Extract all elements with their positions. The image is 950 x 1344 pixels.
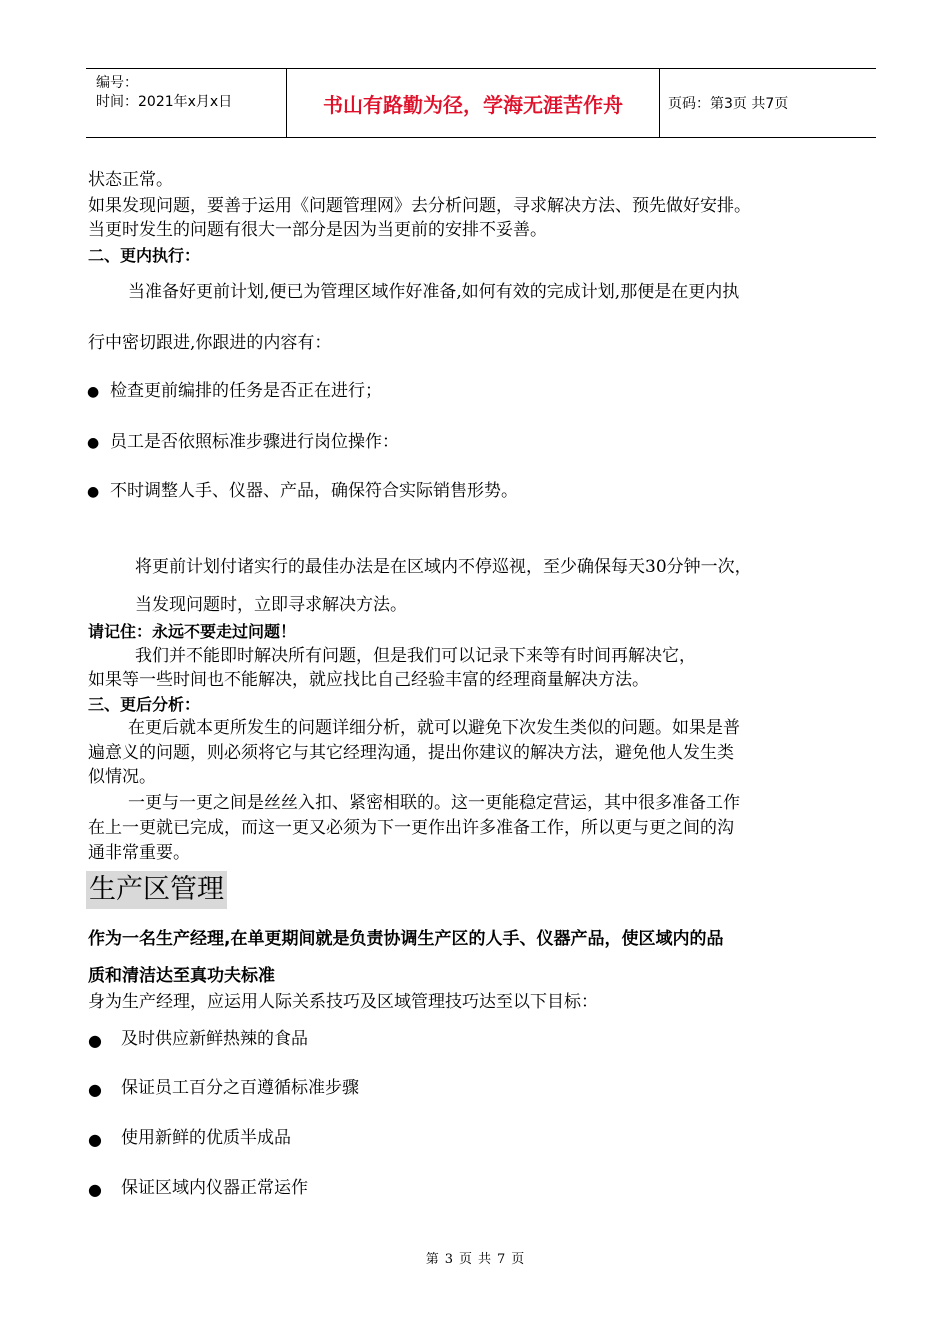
section-heading: 二、更内执行： xyxy=(88,246,201,265)
paragraph-line: 如果等一些时间也不能解决，就应找比自己经验丰富的经理商量解决方法。 xyxy=(88,670,649,690)
bullet-dot-icon: ● xyxy=(87,384,100,400)
paragraph-line: 行中密切跟进,你跟进的内容有： xyxy=(88,333,332,353)
footer-total: 7 xyxy=(497,1252,506,1267)
footer-ye2: 页 xyxy=(511,1252,525,1267)
paragraph-line: 我们并不能即时解决所有问题，但是我们可以记录下来等有时间再解决它， xyxy=(135,646,696,666)
list-item: 保证区域内仪器正常运作 xyxy=(121,1178,308,1198)
bullet-dot-icon: ● xyxy=(87,435,100,451)
header-page-cell xyxy=(660,69,876,137)
header-motto-cell xyxy=(287,69,660,137)
bullet-dot-icon: ● xyxy=(87,484,100,500)
header-motto: 书山有路勤为径，学海无涯苦作舟 xyxy=(323,92,623,117)
bullet-dot-icon: ● xyxy=(88,1031,102,1050)
paragraph-line: 通非常重要。 xyxy=(88,843,190,863)
section-heading: 三、更后分析： xyxy=(88,695,201,714)
paragraph-line: 身为生产经理，应运用人际关系技巧及区域管理技巧达至以下目标： xyxy=(88,992,598,1012)
bullet-dot-icon: ● xyxy=(88,1180,102,1199)
paragraph-line: 在更后就本更所发生的问题详细分析，就可以避免下次发生类似的问题。如果是普 xyxy=(128,718,740,738)
paragraph-line: 似情况。 xyxy=(88,767,156,787)
list-item: 检查更前编排的任务是否正在进行； xyxy=(110,381,382,401)
text-line: 当更时发生的问题有很大一部分是因为当更前的安排不妥善。 xyxy=(88,220,547,240)
bullet-dot-icon: ● xyxy=(88,1080,102,1099)
paragraph-line: 当发现问题时，立即寻求解决方法。 xyxy=(135,595,407,615)
paragraph-line: 将更前计划付诸实行的最佳办法是在区域内不停巡视，至少确保每天30分钟一次， xyxy=(135,557,752,577)
paragraph-line: 遍意义的问题，则必须将它与其它经理沟通，提出你建议的解决方法，避免他人发生类 xyxy=(88,743,734,763)
list-item: 员工是否依照标准步骤进行岗位操作： xyxy=(110,432,399,452)
footer-di: 第 xyxy=(425,1252,439,1267)
paragraph-line: 当准备好更前计划,便已为管理区域作好准备,如何有效的完成计划,那便是在更内执 xyxy=(128,282,740,302)
footer-page: 3 xyxy=(444,1252,453,1267)
page-footer xyxy=(0,1248,950,1267)
footer-ye: 页 xyxy=(458,1252,472,1267)
doc-time: 时间：2021年x月x日 xyxy=(96,94,233,110)
header-page-number: 页码：第3页 共7页 xyxy=(668,96,789,112)
bullet-dot-icon: ● xyxy=(88,1130,102,1149)
list-item: 及时供应新鲜热辣的食品 xyxy=(121,1029,308,1049)
paragraph-line: 在上一更就已完成，而这一更又必须为下一更作出许多准备工作，所以更与更之间的沟 xyxy=(88,818,734,838)
text-line: 如果发现问题，要善于运用《问题管理网》去分析问题，寻求解决方法、预先做好安排。 xyxy=(88,196,751,216)
intro-line: 质和清洁达至真功夫标准 xyxy=(88,966,275,986)
list-item: 保证员工百分之百遵循标准步骤 xyxy=(121,1078,359,1098)
section-title: 生产区管理 xyxy=(86,871,227,909)
intro-line: 作为一名生产经理,在单更期间就是负责协调生产区的人手、仪器产品，使区域内的品 xyxy=(88,929,724,949)
header-meta xyxy=(86,69,287,137)
footer-gong: 共 xyxy=(478,1252,492,1267)
doc-number: 编号： xyxy=(96,75,138,91)
list-item: 不时调整人手、仪器、产品，确保符合实际销售形势。 xyxy=(110,481,518,501)
text-line: 状态正常。 xyxy=(88,170,173,190)
page-header xyxy=(86,68,876,138)
paragraph-line: 一更与一更之间是丝丝入扣、紧密相联的。这一更能稳定营运，其中很多准备工作 xyxy=(128,793,740,813)
list-item: 使用新鲜的优质半成品 xyxy=(121,1128,291,1148)
emphasis-line: 请记住：永远不要走过问题！ xyxy=(88,622,297,641)
